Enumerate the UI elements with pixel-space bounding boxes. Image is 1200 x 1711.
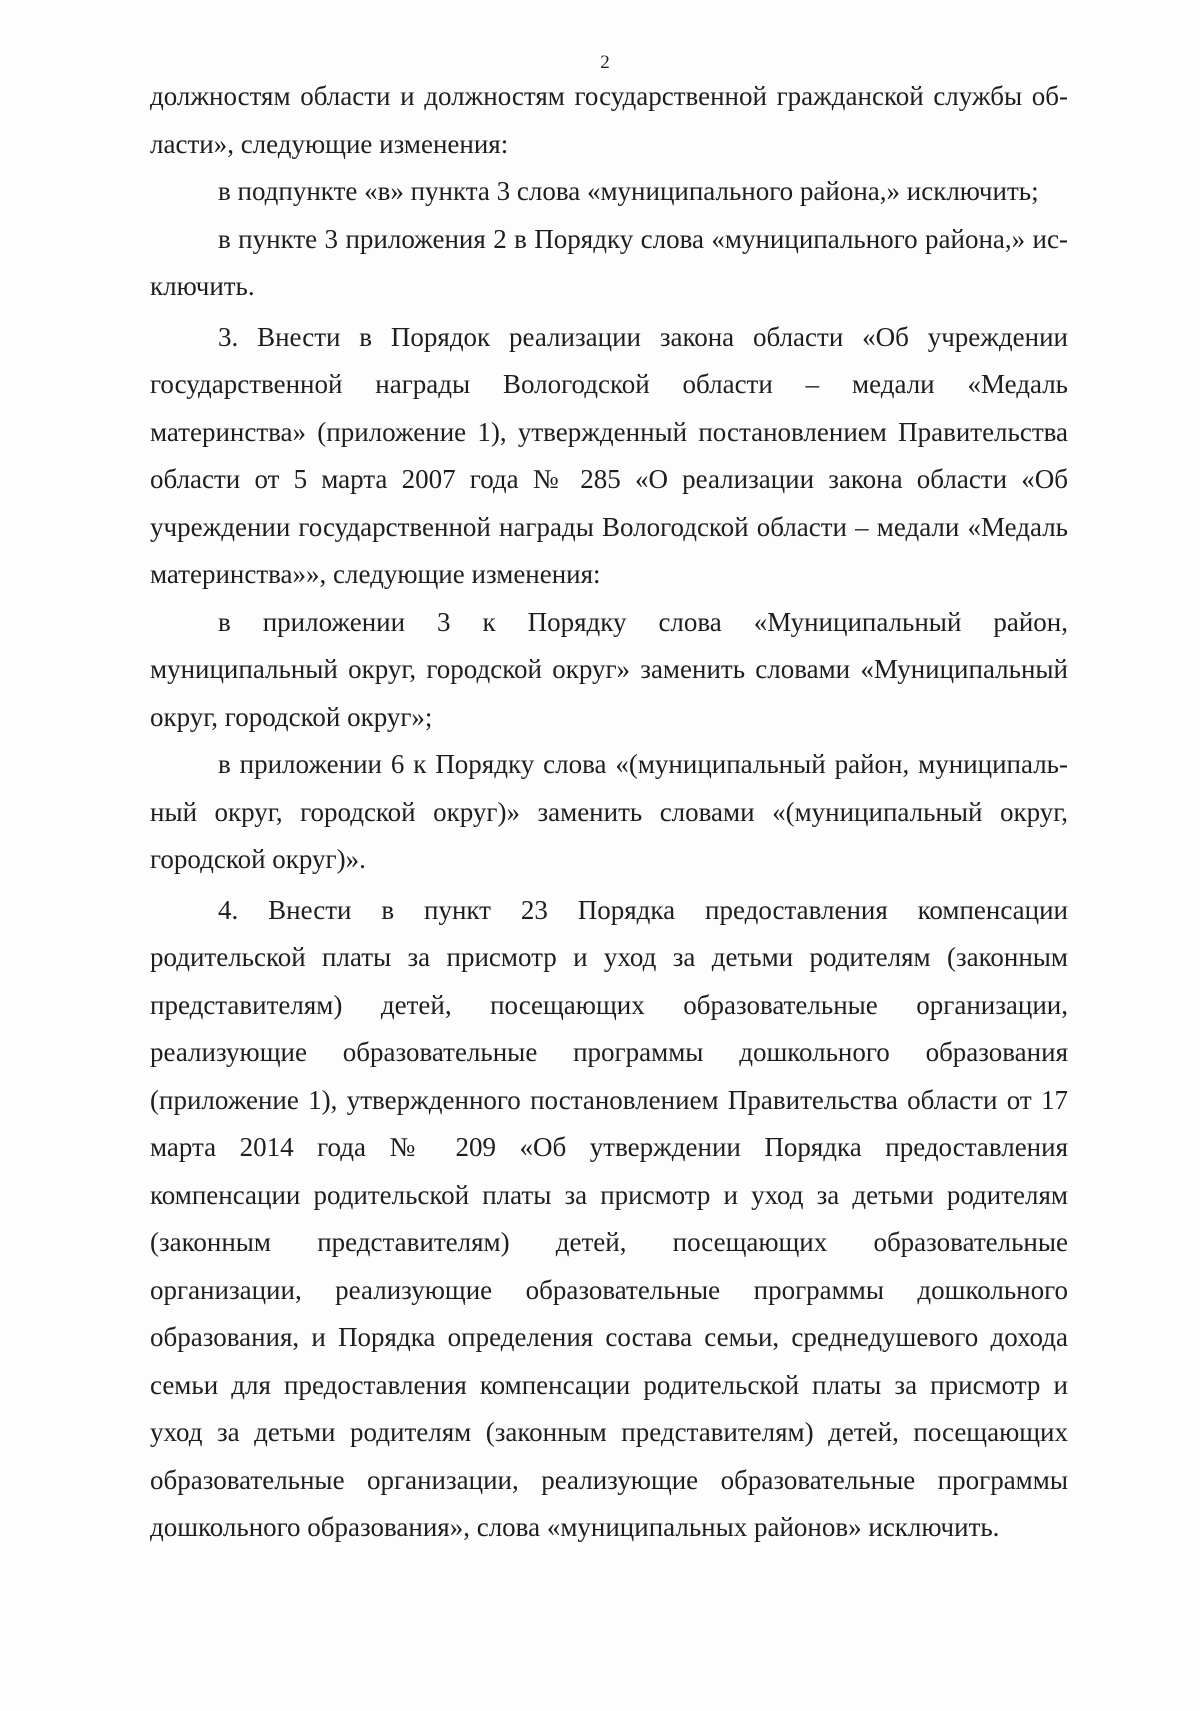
paragraph-subitem-v: в подпункте «в» пункта 3 слова «муниципального района,» исключить; [218, 176, 1039, 206]
paragraph-appendix-2: в пункте 3 приложения 2 в Порядку слова «муниципального района,» исключить. [150, 223, 1068, 301]
page-number: 2 [600, 52, 610, 73]
paragraph-item-3: 3. Внести в Порядок реализации закона области «Об учреждении государственной награды Вологодской области – медали «Медаль материнства» (приложение 1), утвержденный постановлением Правительства области от 5 марта 2007 года № 285 «О реализации закона области «Об учреждении государственной награды Вологодской области – медали «Медаль материнства»», следующие изменения: [150, 321, 1068, 589]
paragraph-item-4: 4. Внести в пункт 23 Порядка предоставления компенсации родительской платы за присмотр и уход за детьми родителям (законным представителям) детей, посещающих образовательные организации, реализующие образовательные программы дошкольного образования (приложение 1), утвержденного постановлением Правительства области от 17 марта 2014 года № 209 «Об утверждении Порядка предоставления компенсации родительской платы за присмотр и уход за детьми родителям (законным представителям) детей, посещающих образовательные организации, реализующие образовательные программы дошкольного образования, и Порядка определения состава семьи, среднедушевого дохода семьи для предоставления компенсации родительской платы за присмотр и уход за детьми родителям (законным представителям) детей, посещающих образовательные организации, реализующие образовательные программы дошкольного образования», слова «муниципальных районов» исключить. [150, 894, 1068, 1542]
document-body [150, 73, 1068, 1552]
paragraph-continuation: должностям области и должностям государственной гражданской службы области», следующие изменения: [150, 81, 1068, 159]
paragraph-appendix-3: в приложении 3 к Порядку слова «Муниципальный район, муниципальный округ, городской округ» заменить словами «Муниципальный округ, городской округ»; [150, 606, 1068, 732]
paragraph-appendix-6: в приложении 6 к Порядку слова «(муниципальный район, муниципальный округ, городской округ)» заменить словами «(муниципальный округ, городской округ)». [150, 749, 1068, 874]
